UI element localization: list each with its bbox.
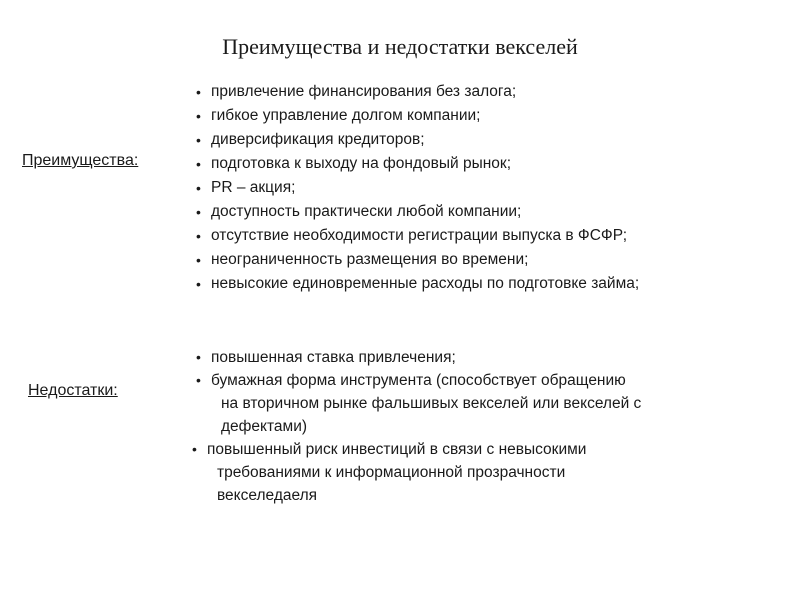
advantage-item: [196, 152, 786, 176]
advantage-text: диверсификация кредиторов;: [211, 131, 425, 148]
advantage-text: отсутствие необходимости регистрации выпуска в ФСФР;: [211, 227, 628, 244]
bullet-icon: •: [196, 84, 201, 100]
disadvantages-label: Недостатки:: [28, 382, 118, 399]
advantage-text: гибкое управление долгом компании;: [211, 107, 481, 124]
advantages-label: Преимущества:: [22, 152, 139, 169]
disadvantage-item: [192, 438, 776, 507]
bullet-icon: •: [196, 372, 201, 388]
slide-title: Преимущества и недостатки векселей: [222, 34, 578, 59]
advantage-item: [196, 104, 786, 128]
advantage-item: [196, 248, 786, 272]
disadvantage-line: на вторичном рынке фальшивых векселей или векселей с: [221, 395, 642, 412]
disadvantage-line: дефектами): [221, 418, 308, 435]
bullet-icon: •: [196, 204, 201, 220]
advantage-text: доступность практически любой компании;: [211, 203, 522, 220]
bullet-icon: •: [196, 252, 201, 268]
advantage-text: невысокие единовременные расходы по подготовке займа;: [211, 275, 640, 292]
bullet-icon: •: [196, 108, 201, 124]
bullet-icon: •: [196, 228, 201, 244]
bullet-icon: •: [192, 441, 197, 457]
bullet-icon: •: [196, 349, 201, 365]
disadvantage-item: [196, 369, 776, 438]
disadvantage-item: [196, 346, 776, 369]
bullet-icon: •: [196, 276, 201, 292]
disadvantage-line: требованиями к информационной прозрачности: [217, 464, 566, 481]
advantage-item: [196, 128, 786, 152]
disadvantage-line: векселедаеля: [217, 487, 318, 504]
bullet-icon: •: [196, 156, 201, 172]
advantage-item: [196, 200, 786, 224]
advantage-text: привлечение финансирования без залога;: [211, 83, 517, 100]
disadvantage-line: повышенный риск инвестиций в связи с невысокими: [207, 441, 587, 458]
bullet-icon: •: [196, 132, 201, 148]
disadvantages-list: [192, 346, 776, 507]
advantage-item: [196, 176, 786, 200]
bullet-icon: •: [196, 180, 201, 196]
advantage-item: [196, 224, 786, 248]
disadvantage-line: повышенная ставка привлечения;: [211, 349, 456, 366]
advantages-list: [196, 80, 786, 296]
advantage-text: неограниченность размещения во времени;: [211, 251, 529, 268]
advantage-text: PR – акция;: [211, 179, 296, 196]
disadvantage-line: бумажная форма инструмента (способствует обращению: [211, 372, 626, 389]
advantage-item: [196, 80, 786, 104]
advantage-text: подготовка к выходу на фондовый рынок;: [211, 155, 512, 172]
advantage-item: [196, 272, 786, 296]
